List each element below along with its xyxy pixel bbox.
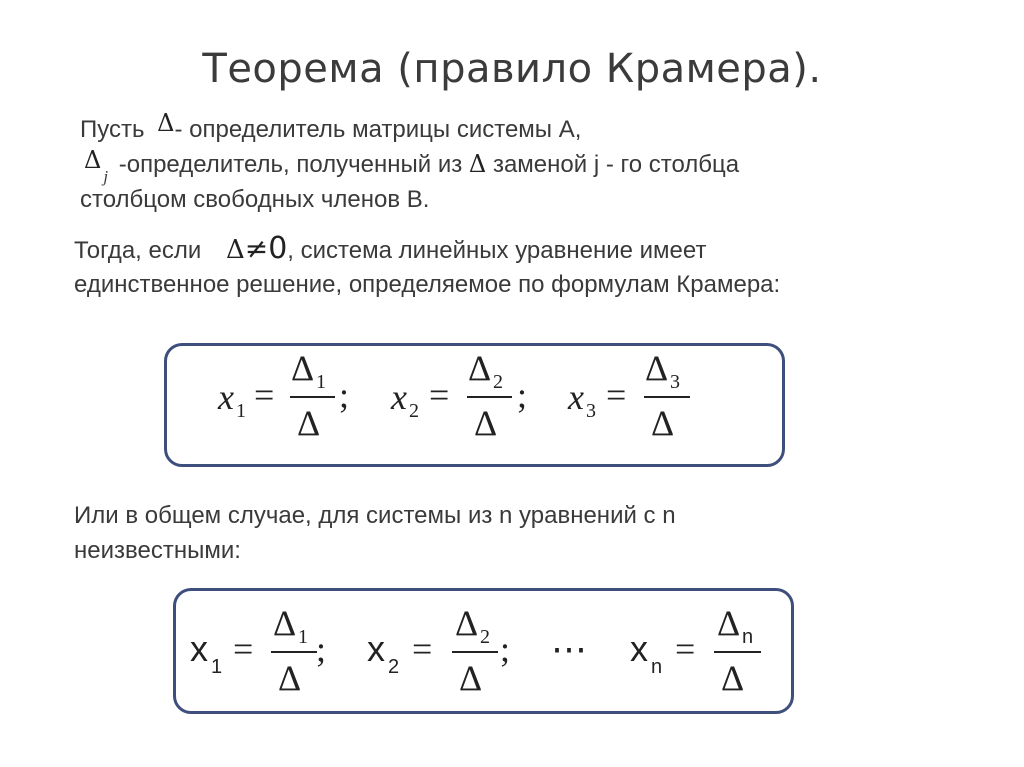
formula1-eq-3: = bbox=[606, 375, 627, 415]
delta-symbol-inline: Δ bbox=[468, 150, 487, 178]
delta-j-symbol: Δ bbox=[84, 146, 102, 174]
delta-j-subscript: j bbox=[103, 167, 109, 186]
formula1-den-3: Δ bbox=[651, 403, 675, 443]
definition-text-1: - определитель матрицы системы А, bbox=[174, 116, 582, 143]
formula1-x3-sub: 3 bbox=[586, 400, 596, 422]
formula1-num-sub-2: 2 bbox=[493, 371, 503, 393]
condition-prefix: Тогда, если bbox=[74, 237, 202, 264]
delta-symbol: Δ bbox=[157, 109, 175, 137]
formula2-num-sub-1: 1 bbox=[298, 626, 308, 648]
formula2-num-sub-n: n bbox=[742, 626, 754, 648]
formula1-x1-sub: 1 bbox=[236, 400, 246, 422]
formula1-num-sub-1: 1 bbox=[316, 371, 326, 393]
condition-suffix: , система линейных уравнение имеет bbox=[287, 237, 707, 264]
condition-line-2: единственное решение, определяемое по формулам Крамера: bbox=[74, 271, 781, 298]
formula2-num-sub-2: 2 bbox=[480, 626, 490, 648]
formula2-x1-sub: 1 bbox=[211, 656, 223, 678]
slide-title: Теорема (правило Крамера). bbox=[202, 46, 822, 92]
formula2-x2-sub: 2 bbox=[388, 656, 400, 678]
formula2-ellipsis: ⋯ bbox=[551, 629, 587, 669]
general-line-2: неизвестными: bbox=[74, 537, 241, 564]
formula1-den-1: Δ bbox=[297, 403, 321, 443]
definition-line-2 bbox=[84, 146, 740, 186]
formula2-den-1: Δ bbox=[278, 658, 302, 698]
formula2-num-2: Δ bbox=[455, 603, 479, 643]
definition-text-2b: заменой j - го столбца bbox=[492, 151, 740, 178]
formula2-x2-var: x bbox=[367, 628, 385, 669]
formula1-num-1: Δ bbox=[291, 348, 315, 388]
formula1-num-2: Δ bbox=[468, 348, 492, 388]
definition-text-2a: -определитель, полученный из bbox=[118, 151, 463, 178]
formula1-den-2: Δ bbox=[474, 403, 498, 443]
formula1-x2-var: x bbox=[391, 377, 407, 417]
condition-line-1 bbox=[74, 232, 706, 267]
formula2-sep-2: ; bbox=[500, 629, 511, 669]
zero-value: 0 bbox=[268, 231, 288, 266]
formula2-eq-2: = bbox=[412, 629, 433, 669]
formula2-den-n: Δ bbox=[721, 658, 745, 698]
formula2-eq-n: = bbox=[675, 629, 696, 669]
formula1-fraction-bar-1 bbox=[290, 396, 335, 398]
formula1-x2-sub: 2 bbox=[409, 400, 419, 422]
definition-line-1 bbox=[80, 109, 582, 146]
formula2-x1-var: x bbox=[190, 628, 208, 669]
formula1-fraction-bar-2 bbox=[467, 396, 512, 398]
general-line-1: Или в общем случае, для системы из n уравнений с n bbox=[74, 502, 676, 529]
formula2-sep-1: ; bbox=[316, 629, 327, 669]
formula1-eq-2: = bbox=[429, 375, 450, 415]
formula2-num-n: Δ bbox=[717, 603, 741, 643]
formula2-fraction-bar-n bbox=[714, 651, 761, 653]
formula2-fraction-bar-2 bbox=[452, 651, 498, 653]
formula1-num-sub-3: 3 bbox=[670, 371, 680, 393]
formula1-num-3: Δ bbox=[645, 348, 669, 388]
formula2-xn-sub: n bbox=[651, 656, 663, 678]
condition-delta: Δ bbox=[225, 235, 245, 265]
formula2-fraction-bar-1 bbox=[271, 651, 317, 653]
formula2-num-1: Δ bbox=[273, 603, 297, 643]
formula2-den-2: Δ bbox=[459, 658, 483, 698]
definition-prefix: Пусть bbox=[80, 116, 145, 143]
formula1-eq-1: = bbox=[254, 375, 275, 415]
formula1-sep-1: ; bbox=[339, 375, 350, 415]
not-equal-symbol: ≠ bbox=[244, 232, 269, 265]
formula2-eq-1: = bbox=[233, 629, 254, 669]
formula2-xn-var: x bbox=[630, 628, 648, 669]
formula1-x1-var: x bbox=[218, 377, 234, 417]
formula1-sep-2: ; bbox=[517, 375, 528, 415]
definition-line-3: столбцом свободных членов В. bbox=[80, 186, 430, 213]
formula1-fraction-bar-3 bbox=[644, 396, 690, 398]
formula1-x3-var: x bbox=[568, 377, 584, 417]
